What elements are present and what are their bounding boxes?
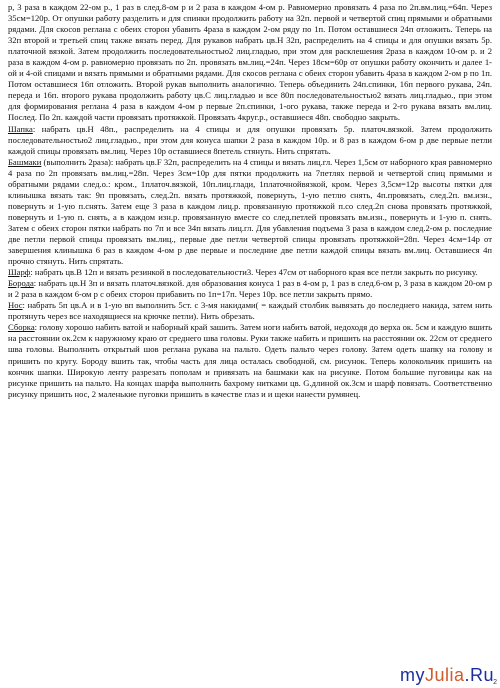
section-text: (выполнить 2раза): набрать цв.F 32п, распределить на 4 спицы и вязать лиц.гл. Через 1,5см от наборного края равномерно 4 раза по 2п провязать вм.лиц.=28п. Через 3см=10р для пятки продолжить на 7петлях первой и четвертой спиц прямыми и обратными рядами след.о.: кром., 1платоч.вязкой, 10п.лиц.глади, 1платочнойвязкой, кром. Через 3,5см=12р высоты пятки для клинышка вязать так: 9п провязать, след.2п. вязать протяжкой, повернуть, 1-ую петлю снять, 4п.провязать, след.2п. вм.изн., повернуть и 1-ую п.снять. Затем еще 3 раза в каждом лиц.р. провязанную протяжкой п.со след.2п снова провязать протяжкой, повернуть и 1-ую п. снять, а в каждом изн.р. провязанную вместе со след.петлей провязать вм.изн., повернуть и 1-ую п. снять. Затем с обеих сторон пятки набрать по 7п и все 34п вязать лиц.гл. Для убавления подъема 3 раза в каждом след.2-ом р. последние две петли первой спицы провязать вм.лиц., первые две петли четвертой спицы провязать протяжкой=28п. Через 4см=14р от завершения клинышка 6 раз в каждом 4-ом р две первые и последние две петли каждой спицы вязать вм.лиц. Оставшиеся 4п прочно стянуть. Нить спрятать. <box>8 156 492 267</box>
section-title: Сборка <box>8 322 35 333</box>
section-text: : голову хорошо набить ватой и наборный край зашить. Затем ноги набить ватой, недоходя до верха ок. 5см и каждую вшить на расстоянии ок.2см к наружному краю от среднего шва головы. Руки также набить и пришить на расстоянии ок. 22см от среднего шва головы. Выполнить открытый шов реглана рукава на пальто. Одеть пальто через голову. Затем одеть шапку на голову и пришить по кругу. Бороду вшить так, чтобы часть для лица осталась свободной, см. рисунок. Теперь колокольчик пришить на кончик шапки. Широкую ленту разрезать пополам и привязать на башмаки как на рисунке. Потом большие пуговицы как на рисунке пришить на пальто. На концах шарфа выполнить бахрому нитками цв. G.длиной ок.3см и шарф повязать. Соответственно рисунку пришить нос, 2 маленькие пуговки пришить в качестве глаз и и щеки нанести румянец. <box>8 322 492 399</box>
section-text: : набрать 5п цв.А и в 1-ую вп выполнить 5ст. с 3-мя накидами( = каждый столбик вывязать до последнего накида, затем нить протянуть через все находящиеся на крючке петли). Нить обрезать. <box>8 300 492 322</box>
section-title: Шапка <box>8 123 33 134</box>
section-text: : набрать цв.В 12п и вязать резинкой в последовательности3. Через 47см от наборного края все петли закрыть по рисунку. <box>30 267 478 278</box>
site-watermark <box>400 665 494 686</box>
section-text: : набрать цв.Н 3п и вязать платоч.вязкой. для образования конуса 1 раз в 4-ом р, 1 раз в след.6-ом р, 3 раза в каждом 20-ом р и 2 раза в каждом 6-ом р с обеих сторон прибавить по 1п=17п. Через 10р. все петли закрыть прямо. <box>8 278 492 300</box>
watermark-part-my: my <box>399 665 425 685</box>
section-title: Нос <box>8 300 23 311</box>
section-title: Шарф <box>8 267 31 278</box>
section-text: : набрать цв.Н 48п., распределить на 4 спицы и для опушки провязать 5р. платоч.вязкой. Затем продолжить последовательностью2 лиц.гладью., при этом для конуса шапки 2 раза в каждом 10р. и 8 раз в каждом 6-ом р две первые петли каждой спицы провязать вм.лиц. Через 10р оставшиеся 8петель стянуть. Нить спрятать. <box>8 123 492 156</box>
intro-paragraph: р, 3 раза в каждом 22-ом р., 1 раз в след.8-ом р и 2 раза в каждом 4-ом р. Равномерно провязать 4 раза по 2п.вм.лиц.=64п. Через 35см=120р. От опушки работу разделить и для спинки продолжить работу на 32п. первой и четвертой спиц прямыми и обратными рядами. Для скосов реглана с обеих сторон убавить 4раза в каждом 2-ом ряду по 1п. Потом оставшиеся 24п отложить. Теперь на 32п второй и третьей спиц также вязать перед. Для рукавов набрать цв.Н 32п, распределить на 4 спицы и для опушки вязать 5р. платочной вязкой. Затем продолжить последовательностью2 лиц.гладью, при этом для расклешения 2раза в каждом 10-ом р. и 2 раза в каждом 4-ом р. равномерно провязать по 2п. провязать вм.лиц.=24п. Через 18см=60р от опушки работу окончить и далее 1-ой и 4-ой спицами и вязать прямыми и обратными рядами. Для скосов реглана с обеих сторон убавить 4раза в каждом 2-ом р по 1п. Потом оставшиеся 16п отложить. Второй рукав выполнить аналогично. Теперь объединить 24п.спинки, 16п первого рукава, 24п. переда и 16п. второго рукава продолжить работу цв.С лиц.гладью и все 80п последовательностью2 вязать лиц.гладью., при этом для формирования реглана 4 раза в каждом 4-ом р первые 2п.спинки, 1-ого рукава, также переда и 2-го рукава вязать вм.лиц. Послед. По 2п. каждой части провязать протяжкой. Провязать 4круг.р., оставшиеся 48п. свободно закрыть. <box>8 2 492 123</box>
section-assembly <box>8 322 492 399</box>
watermark-part-julia: Julia <box>424 665 465 685</box>
section-boots <box>8 157 492 267</box>
section-title: Борода <box>8 278 34 289</box>
section-title: Башмаки <box>8 156 42 167</box>
section-beard <box>8 278 492 300</box>
page-number: 2 <box>493 679 497 686</box>
document-body <box>8 2 492 400</box>
watermark-part-ru: .Ru <box>464 665 494 685</box>
section-hat <box>8 124 492 157</box>
section-scarf <box>8 267 492 278</box>
section-nose <box>8 300 492 322</box>
